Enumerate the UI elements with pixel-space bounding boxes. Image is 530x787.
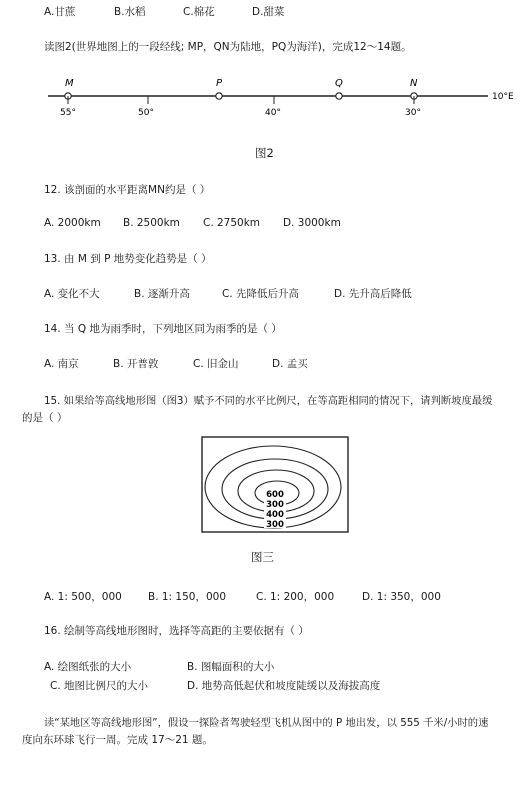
q13-option-b: B. 逐渐升高 xyxy=(134,288,190,300)
q12-option-d: D. 3000km xyxy=(283,217,341,229)
q13-option-a: A. 变化不大 xyxy=(44,288,100,300)
q16-option-d: D. 地势高低起伏和坡度陡缓以及海拔高度 xyxy=(187,680,381,692)
question-14: 14. 当 Q 地为雨季时，下列地区同为雨季的是（ ） xyxy=(44,323,282,335)
option-c: C.棉花 xyxy=(183,6,215,18)
q14-option-d: D. 孟买 xyxy=(272,358,308,370)
point-n-label: N xyxy=(410,78,418,89)
q14-option-c: C. 旧金山 xyxy=(193,358,239,370)
question-15-line-2: 的是（ ） xyxy=(22,412,68,424)
figure-3-caption: 图三 xyxy=(251,550,274,564)
q14-option-a: A. 南京 xyxy=(44,358,79,370)
contour-label-400: 400 xyxy=(266,510,284,520)
question-16: 16. 绘制等高线地形图时，选择等高距的主要依据有（ ） xyxy=(44,625,309,637)
intro-12-14: 读图2(世界地图上的一段经线; MP，QN为陆地，PQ为海洋)，完成12～14题。 xyxy=(44,41,412,53)
q15-option-c: C. 1: 200，000 xyxy=(256,591,335,603)
q16-option-a: A. 绘图纸张的大小 xyxy=(44,661,132,673)
point-q-label: Q xyxy=(335,78,343,89)
question-12: 12. 该剖面的水平距离MN约是（ ） xyxy=(44,184,211,196)
option-b: B.水稻 xyxy=(114,6,146,18)
meridian-label: 10°E xyxy=(492,92,514,102)
q12-option-a: A. 2000km xyxy=(44,217,101,229)
q16-option-b: B. 图幅面积的大小 xyxy=(187,661,275,673)
figure-3-contour-map xyxy=(200,435,350,535)
tick-label-50: 50° xyxy=(138,108,154,118)
q16-option-c: C. 地图比例尺的大小 xyxy=(50,680,149,692)
question-15-line-1: 15. 如果给等高线地形图（图3）赋予不同的水平比例尺，在等高距相同的情况下，请判断坡度最缓 xyxy=(44,395,493,407)
option-a: A.甘蔗 xyxy=(44,6,76,18)
q15-option-b: B. 1: 150，000 xyxy=(148,591,227,603)
tick-label-30: 30° xyxy=(405,108,421,118)
question-13: 13. 由 M 到 P 地势变化趋势是（ ） xyxy=(44,253,212,265)
intro-17-21-line-1: 读“某地区等高线地形图”，假设一探险者驾驶轻型飞机从图中的 P 地出发，以 555 千米/小时的速 xyxy=(44,717,489,729)
q15-option-a: A. 1: 500，000 xyxy=(44,591,122,603)
contour-label-300-b: 300 xyxy=(266,520,284,530)
q12-option-b: B. 2500km xyxy=(123,217,180,229)
option-d: D.甜菜 xyxy=(252,6,285,18)
q14-option-b: B. 开普敦 xyxy=(113,358,159,370)
contour-label-600: 600 xyxy=(266,490,284,500)
q12-option-c: C. 2750km xyxy=(203,217,261,229)
q13-option-d: D. 先升高后降低 xyxy=(334,288,412,300)
intro-17-21-line-2: 度向东环球飞行一周。完成 17～21 题。 xyxy=(22,734,213,746)
point-m-label: M xyxy=(65,78,74,89)
tick-label-55: 55° xyxy=(60,108,76,118)
q15-option-d: D. 1: 350，000 xyxy=(362,591,441,603)
point-p-marker xyxy=(216,93,222,99)
figure-2-caption: 图2 xyxy=(255,146,274,160)
tick-label-40: 40° xyxy=(265,108,281,118)
q13-option-c: C. 先降低后升高 xyxy=(222,288,300,300)
point-p-label: P xyxy=(216,78,223,89)
contour-label-300-a: 300 xyxy=(266,500,284,510)
figure-2-diagram xyxy=(0,66,530,196)
point-q-marker xyxy=(336,93,342,99)
